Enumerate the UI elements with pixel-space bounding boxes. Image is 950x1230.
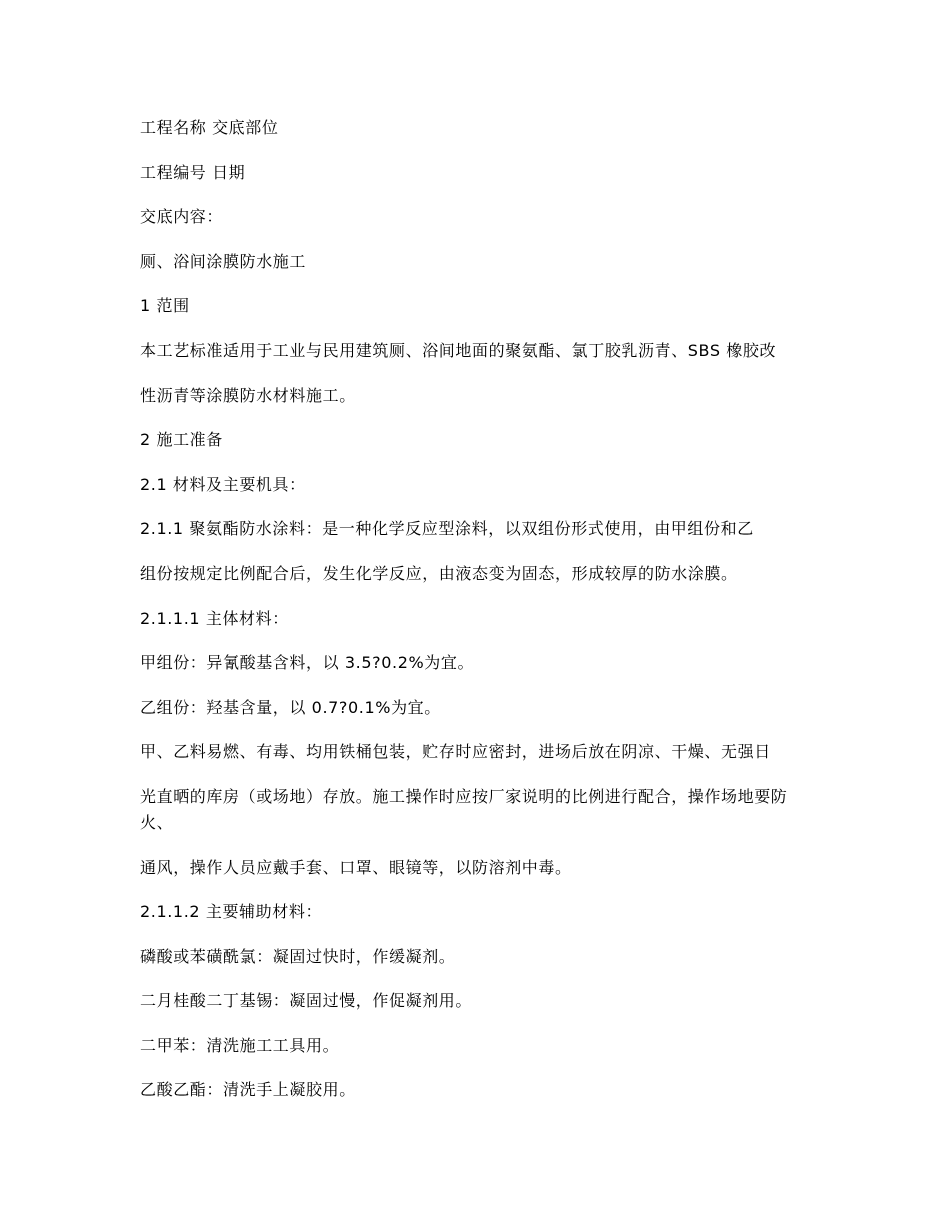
paragraph-line: 甲、乙料易燃、有毒、均用铁桶包装，贮存时应密封，进场后放在阴凉、干燥、无强日 <box>140 742 771 762</box>
paragraph-line: 通风，操作人员应戴手套、口罩、眼镜等，以防溶剂中毒。 <box>140 857 572 877</box>
document-body <box>140 115 815 1122</box>
project-number-line: 工程编号 日期 <box>140 162 246 182</box>
section-heading-2: 2 施工准备 <box>140 430 223 450</box>
paragraph-line: 二甲苯：清洗施工工具用。 <box>140 1035 340 1055</box>
section-heading-1: 1 范围 <box>140 296 190 316</box>
paragraph-line: 甲组份：异氰酸基含料，以 3.5?0.2%为宜。 <box>140 653 475 673</box>
subsection-heading-2-1-1-1: 2.1.1.1 主体材料： <box>140 608 289 628</box>
subsection-heading-2-1: 2.1 材料及主要机具： <box>140 474 306 494</box>
paragraph-line: 乙组份：羟基含量，以 0.7?0.1%为宜。 <box>140 697 441 717</box>
paragraph-line: 乙酸乙酯：清洗手上凝胶用。 <box>140 1080 356 1100</box>
paragraph-line: 性沥青等涂膜防水材料施工。 <box>140 385 356 405</box>
paragraph-line: 光直晒的库房（或场地）存放。施工操作时应按厂家说明的比例进行配合，操作场地要防火、 <box>140 786 788 832</box>
subsection-heading-2-1-1-2: 2.1.1.2 主要辅助材料： <box>140 902 323 922</box>
content-label: 交底内容： <box>140 207 224 227</box>
paragraph-line: 磷酸或苯磺酰氯：凝固过快时，作缓凝剂。 <box>140 946 456 966</box>
paragraph-line: 二月桂酸二丁基锡：凝固过慢，作促凝剂用。 <box>140 991 473 1011</box>
project-name-line: 工程名称 交底部位 <box>140 118 279 137</box>
paragraph-line: 本工艺标准适用于工业与民用建筑厕、浴间地面的聚氨酯、氯丁胶乳沥青、SBS 橡胶改 <box>140 340 777 360</box>
document-title: 厕、浴间涂膜防水施工 <box>140 251 307 271</box>
paragraph-line: 组份按规定比例配合后，发生化学反应，由液态变为固态，形成较厚的防水涂膜。 <box>140 563 738 583</box>
paragraph-line: 2.1.1 聚氨酯防水涂料：是一种化学反应型涂料，以双组份形式使用，由甲组份和乙 <box>140 519 754 539</box>
